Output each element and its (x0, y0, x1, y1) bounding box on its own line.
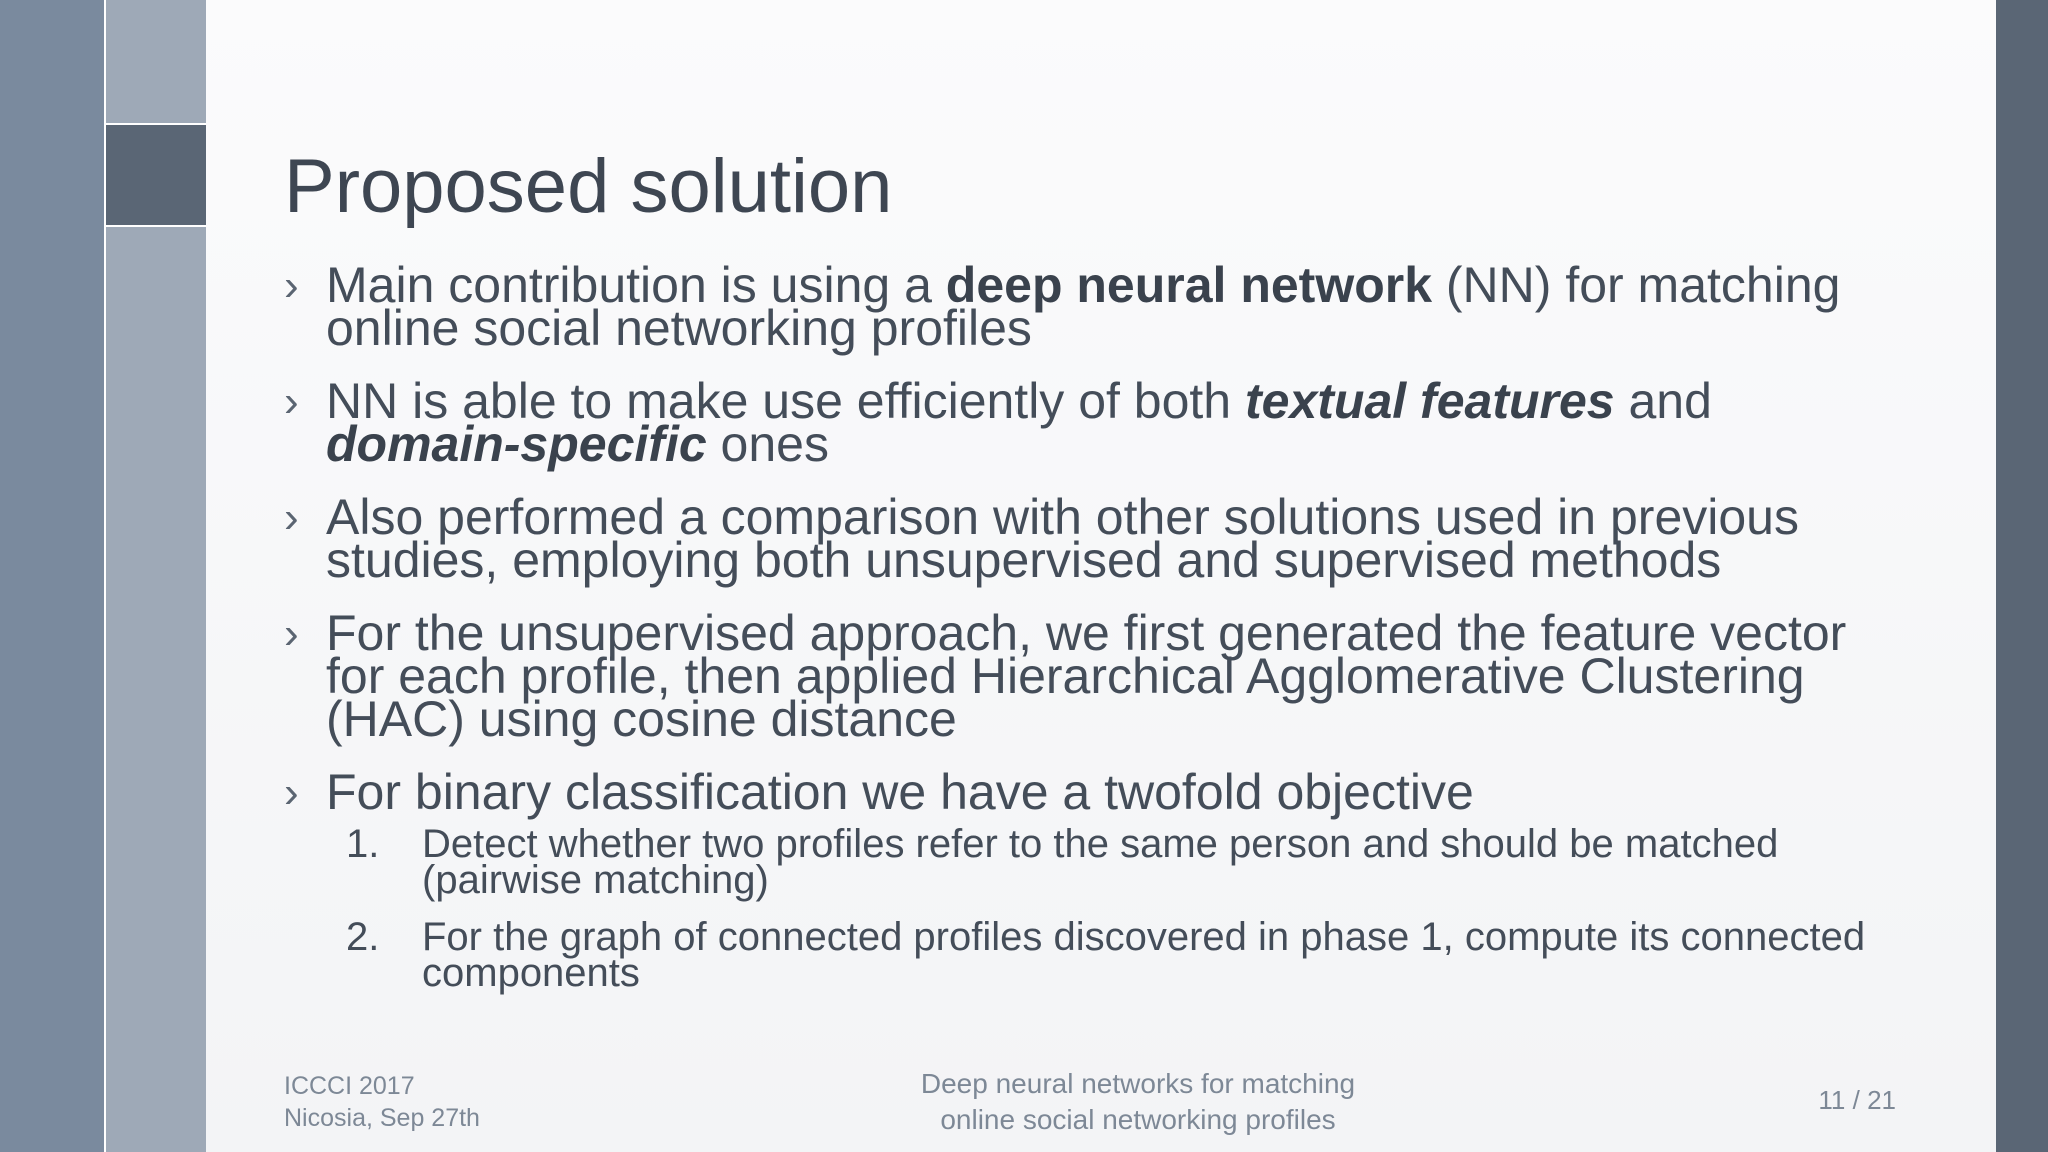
left-accent-block (106, 125, 206, 225)
bullet-text: (NN) for matching online social networking profiles (326, 257, 1841, 356)
item-text: Detect whether two profiles refer to the same person and should be matched (pairwise matching) (422, 822, 1779, 902)
page-number: 11 / 21 (1818, 1085, 1896, 1115)
conference-name: ICCCI 2017 (284, 1072, 415, 1100)
footer-talk-title (838, 1066, 1438, 1138)
bullet-text: Main contribution is using a (326, 257, 946, 313)
item-text: For the graph of connected profiles discovered in phase 1, compute its connected components (422, 915, 1866, 995)
right-decor-band (1996, 0, 2048, 1152)
left-divider-line (104, 0, 106, 1152)
bullet-item (284, 373, 1914, 472)
bullet-text: Also performed a comparison with other solutions used in previous studies, employing both unsupervised and supervised methods (326, 489, 1799, 588)
footer-conference-info (284, 1070, 480, 1134)
accent-top-line (104, 123, 206, 125)
bullet-text: ones (706, 416, 829, 472)
left-decor-band (0, 0, 104, 1152)
talk-title-line: Deep neural networks for matching (920, 1068, 1356, 1099)
numbered-item (326, 915, 1914, 995)
bullet-text: and (1614, 373, 1712, 429)
slide-title: Proposed solution (284, 144, 893, 229)
conference-location-date: Nicosia, Sep 27th (284, 1104, 480, 1132)
bullet-text: NN is able to make use efficiently of both (326, 373, 1245, 429)
bullet-item (284, 764, 1914, 995)
bold-italic-text: textual features (1245, 373, 1615, 429)
bullet-marker: › (284, 493, 299, 542)
bullet-marker: › (284, 768, 299, 817)
bullet-item (284, 257, 1914, 356)
bullet-marker: › (284, 609, 299, 658)
item-number: 2. (346, 915, 380, 959)
talk-title-line: online social networking profiles (940, 1104, 1336, 1135)
bullet-text: For the unsupervised approach, we first generated the feature vector for each profile, then applied Hierarchical Agglomerative Clustering (HAC) using cosine distance (326, 605, 1847, 747)
bold-text: deep neural network (945, 257, 1433, 313)
item-number: 1. (346, 822, 380, 866)
bullet-marker: › (284, 377, 299, 426)
bullet-item (284, 605, 1914, 747)
bullet-list (284, 257, 1914, 1021)
bold-italic-text: domain-specific (326, 416, 707, 472)
numbered-sublist (326, 822, 1914, 995)
bullet-text: For binary classification we have a twofold objective (326, 764, 1474, 820)
numbered-item (326, 822, 1914, 902)
bullet-marker: › (284, 261, 299, 310)
accent-bottom-line (104, 225, 206, 227)
bullet-item (284, 489, 1914, 588)
